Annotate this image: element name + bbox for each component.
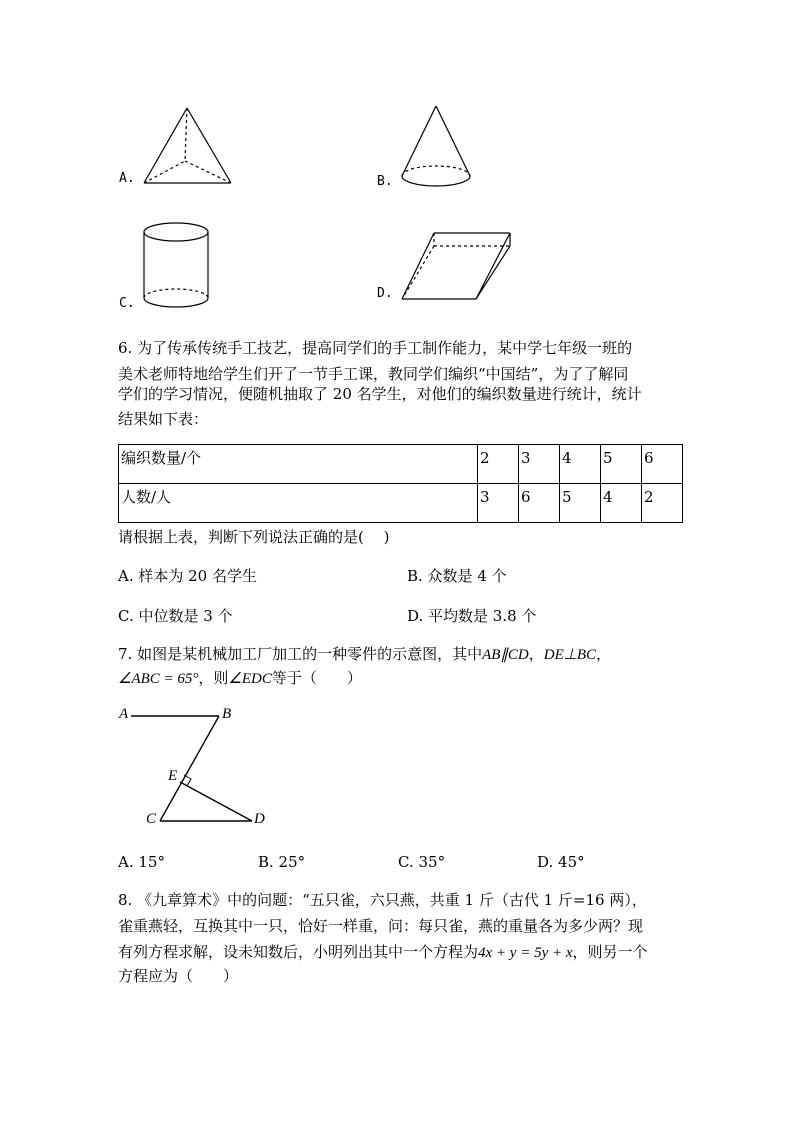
q8-line-2: 雀重燕轻，互换其中一只，恰好一样重，问：每只雀，燕的重量各为多少两？现 xyxy=(118,917,644,935)
q8-line-1: 8. 《九章算术》中的问题：“五只雀，六只燕，共重 1 斤（古代 1 斤=16 两）， xyxy=(118,891,647,909)
option-c-label: C. xyxy=(119,296,135,311)
math-angle-abc: ∠ABC = 65° xyxy=(118,671,199,687)
table-cell: 3 xyxy=(519,445,560,484)
point-e-label: E xyxy=(168,768,178,784)
q6-option-c: C. 中位数是 3 个 xyxy=(118,607,233,625)
option-a-label: A. xyxy=(119,171,135,186)
q7-option-a: A. 15° xyxy=(118,853,165,871)
q6-line-1: 6. 为了传承传统手工技艺，提高同学们的手工制作能力，某中学七年级一班的 xyxy=(118,339,633,357)
math-de-perp-bc: DE⊥BC xyxy=(543,647,597,663)
table-cell: 5 xyxy=(560,484,601,523)
q8-text: 有列方程求解，设未知数后，小明列出其中一个方程为 xyxy=(118,943,479,961)
table-cell: 2 xyxy=(642,484,683,523)
q7-option-b: B. 25° xyxy=(258,853,306,871)
q6-line-4: 结果如下表： xyxy=(118,410,209,428)
table-cell: 6 xyxy=(642,445,683,484)
q8-line-3 xyxy=(118,939,648,966)
q7-text: 7. 如图是某机械加工厂加工的一种零件的示意图，其中 xyxy=(118,645,483,663)
table-cell: 4 xyxy=(560,445,601,484)
q7-text: ，则 xyxy=(198,669,229,687)
q7-option-d: D. 45° xyxy=(537,853,585,871)
table-header-cell: 人数/人 xyxy=(119,484,478,523)
q6-option-a: A. 样本为 20 名学生 xyxy=(118,567,257,585)
q7-text: ， xyxy=(596,645,612,663)
option-d-label: D. xyxy=(377,286,393,301)
q6-line-3: 学们的学习情况，便随机抽取了 20 名学生，对他们的编织数量进行统计，统计 xyxy=(118,385,642,403)
table-cell: 2 xyxy=(478,445,519,484)
q6-prompt: 请根据上表，判断下列说法正确的是( ) xyxy=(118,528,390,546)
q8-text: ，则另一个 xyxy=(572,943,648,961)
q6-line-2: 美术老师特地给学生们开了一节手工课，教同学们编织“中国结”，为了了解同 xyxy=(118,365,629,383)
q7-text: ， xyxy=(528,645,544,663)
table-cell: 6 xyxy=(519,484,560,523)
table-cell: 4 xyxy=(601,484,642,523)
point-c-label: C xyxy=(146,811,157,827)
table-cell: 5 xyxy=(601,445,642,484)
math-equation: 4x + y = 5y + x xyxy=(478,945,573,961)
math-angle-edc: ∠EDC xyxy=(228,671,272,687)
table-cell: 3 xyxy=(478,484,519,523)
option-b-label: B. xyxy=(377,174,393,189)
point-a-label: A xyxy=(119,706,129,722)
q8-line-4: 方程应为（ ） xyxy=(118,967,239,985)
point-b-label: B xyxy=(222,706,232,722)
table-header-cell: 编织数量/个 xyxy=(119,445,478,484)
q7-option-c: C. 35° xyxy=(398,853,446,871)
math-ab-parallel-cd: AB∥CD xyxy=(482,647,529,663)
q6-option-b: B. 众数是 4 个 xyxy=(407,567,507,585)
point-d-label: D xyxy=(254,811,265,827)
q6-option-d: D. 平均数是 3.8 个 xyxy=(407,607,537,625)
q7-text: 等于（ ） xyxy=(271,669,362,687)
